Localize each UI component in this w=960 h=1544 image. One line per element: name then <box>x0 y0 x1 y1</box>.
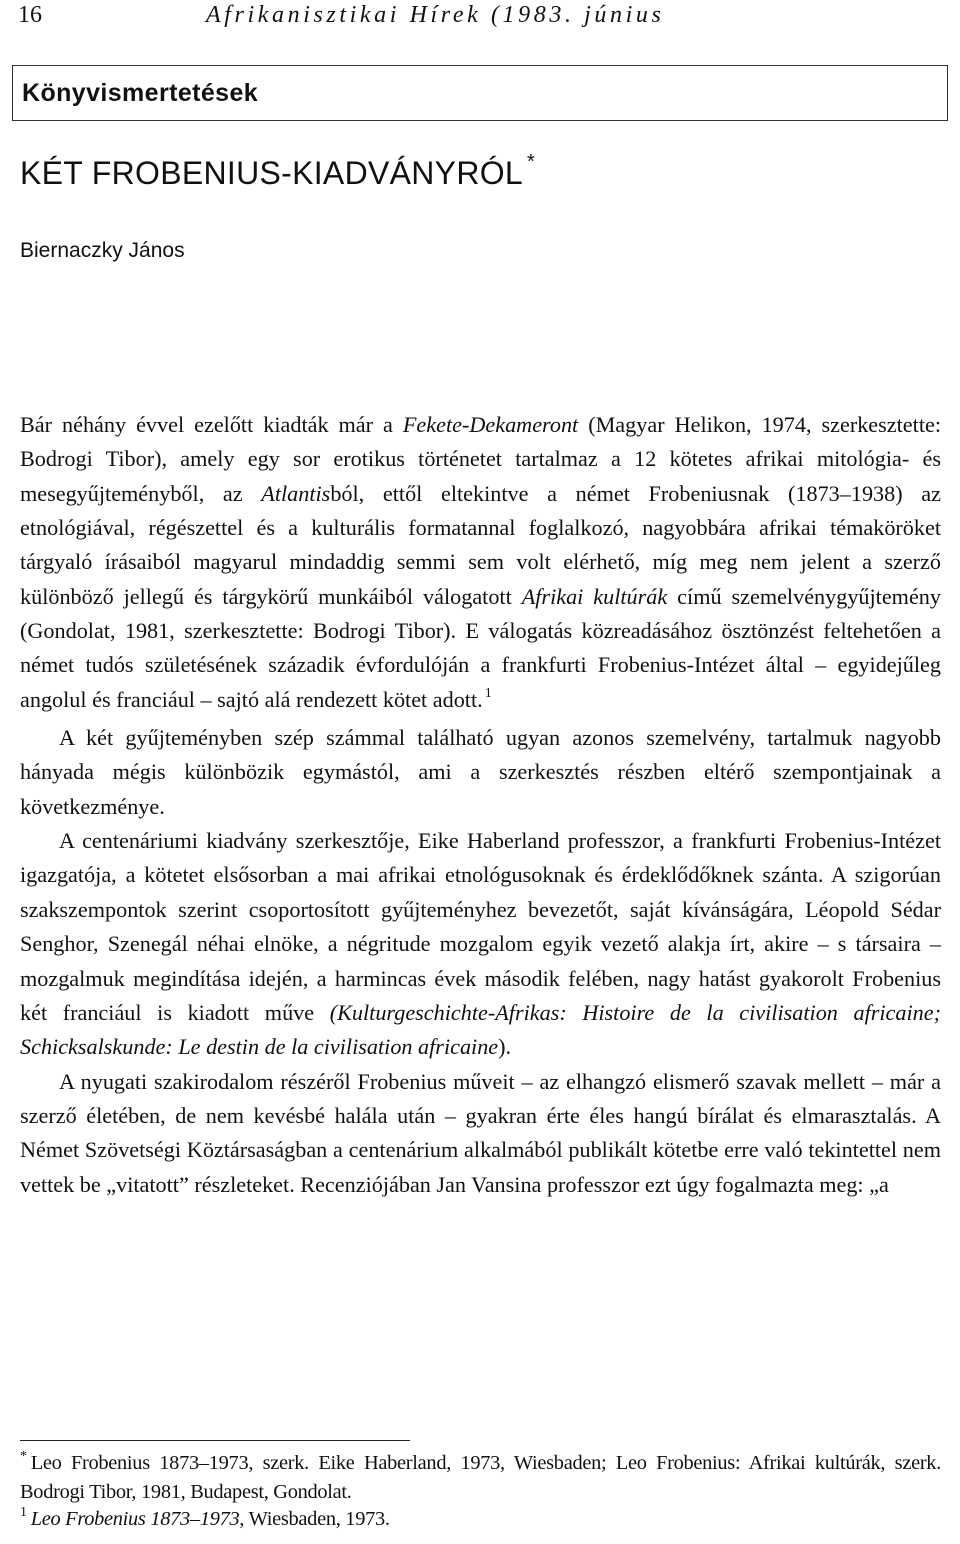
running-head <box>18 0 960 30</box>
p1-title-fekete-dekameron: Fekete-Dekameront <box>402 412 579 437</box>
p1-text-g: című szemelvénygyűjtemény (Gondolat, 1981, szerkesztette: Bodrogi Tibor). E válogatás közreadásához ösztönzést feltehetően a német tudós születésének századik évfordulóján a frankfurti Frobenius-Intézet által – egyidejűleg angolul és franciául – sajtó alá rendezett kötet adott. <box>20 583 941 712</box>
p1-text-c: (Magyar Helikon, 1974, szerkesztette: Bodrogi Tibor), amely egy sor erotikus történetet tartalmaz a 12 kötetes afrikai mitológia- és mesegyűjteményből, az <box>20 412 941 506</box>
page-number: 16 <box>18 2 42 28</box>
p1-text-a: Bár néhány évvel ezelőtt kiadták már a <box>20 412 403 437</box>
article-title-text: KÉT FROBENIUS-KIADVÁNYRÓL <box>20 155 524 191</box>
footnotes <box>20 1450 941 1535</box>
article-body <box>20 408 941 1202</box>
section-heading-box <box>12 65 948 121</box>
section-heading: Könyvismertetések <box>22 79 259 107</box>
paragraph-3 <box>20 824 941 1064</box>
p3-text-c: ). <box>498 1034 512 1060</box>
paragraph-1 <box>20 408 941 721</box>
footnote-1 <box>20 1506 941 1535</box>
journal-title: Afrikanisztikai Hírek (1983. június <box>206 2 665 28</box>
footnote-divider <box>20 1440 410 1441</box>
footnote-mark-star: * <box>527 151 536 173</box>
p3-titles: (Kulturgeschichte-Afrikas: Histoire de la civilisation africaine; Schicksalskunde: Le destin de la civilisation africaine <box>20 999 941 1060</box>
footnote-star <box>20 1450 941 1506</box>
p1-title-afrikai-kulturak: Afrikai kultúrák <box>521 583 668 609</box>
footnote-1-title: Leo Frobenius 1873–1973 <box>30 1508 240 1530</box>
p1-title-atlantis: Atlantis <box>261 480 331 506</box>
footnote-ref-1: 1 <box>484 685 492 701</box>
footnote-star-text: Leo Frobenius 1873–1973, szerk. Eike Haberland, 1973, Wiesbaden; Leo Frobenius: Afrikai kultúrák, szerk. Bodrogi Tibor, 1981, Budapest, Gondolat. <box>20 1452 941 1503</box>
footnote-1-rest: , Wiesbaden, 1973. <box>239 1508 390 1530</box>
article-author: Biernaczky János <box>20 239 185 262</box>
p3-text-a: A centenáriumi kiadvány szerkesztője, Eike Haberland professzor, a frankfurti Frobenius-Intézet igazgatója, a kötetet elsősorban a mai afrikai etnológusoknak és érdeklődőknek szánta. A szigorúan szakszempontok szerint csoportosított gyűjteményhez bevezetőt, saját kívánságára, Léopold Sédar Senghor, Szenegál néhai elnöke, a négritude mozgalom egyik vezető alakja írt, akire – s társaira – mozgalmuk megindítása idején, a harmincas évek második felében, nagy hatást gyakorolt Frobenius két franciául is kiadott műve <box>20 828 941 1025</box>
paragraph-2: A két gyűjteményben szép számmal található ugyan azonos szemelvény, tartalmuk nagyobb hányada mégis különbözik egymástól, ami a szerkesztés részben eltérő szempontjainak a következménye. <box>20 725 941 819</box>
article-title <box>20 153 535 198</box>
footnote-1-mark: 1 <box>20 1505 27 1520</box>
paragraph-4: A nyugati szakirodalom részéről Frobenius műveit – az elhangzó elismerő szavak mellett – már a szerző életében, de nem kevésbé halála után – gyakran érte éles hangú bírálat és elmarasztalás. A Német Szövetségi Köztársaságban a centenárium alkalmából publikált kötetbe erre való tekintettel nem vettek be „vitatott” részleteket. Recenziójában Jan Vansina professzor ezt úgy fogalmazta meg: „a <box>20 1068 941 1197</box>
p1-text-e: ból, ettől eltekintve a német Frobeniusnak (1873–1938) az etnológiával, régészettel és a kulturális formatannal foglalkozó, nagyobbára afrikai témaköröket tárgyaló írásaiból magyarul mindaddig semmi sem volt elérhető, míg meg nem jelent a szerző különböző jellegű és tárgykörű munkáiból válogatott <box>20 480 941 609</box>
footnote-star-mark: * <box>20 1449 27 1464</box>
